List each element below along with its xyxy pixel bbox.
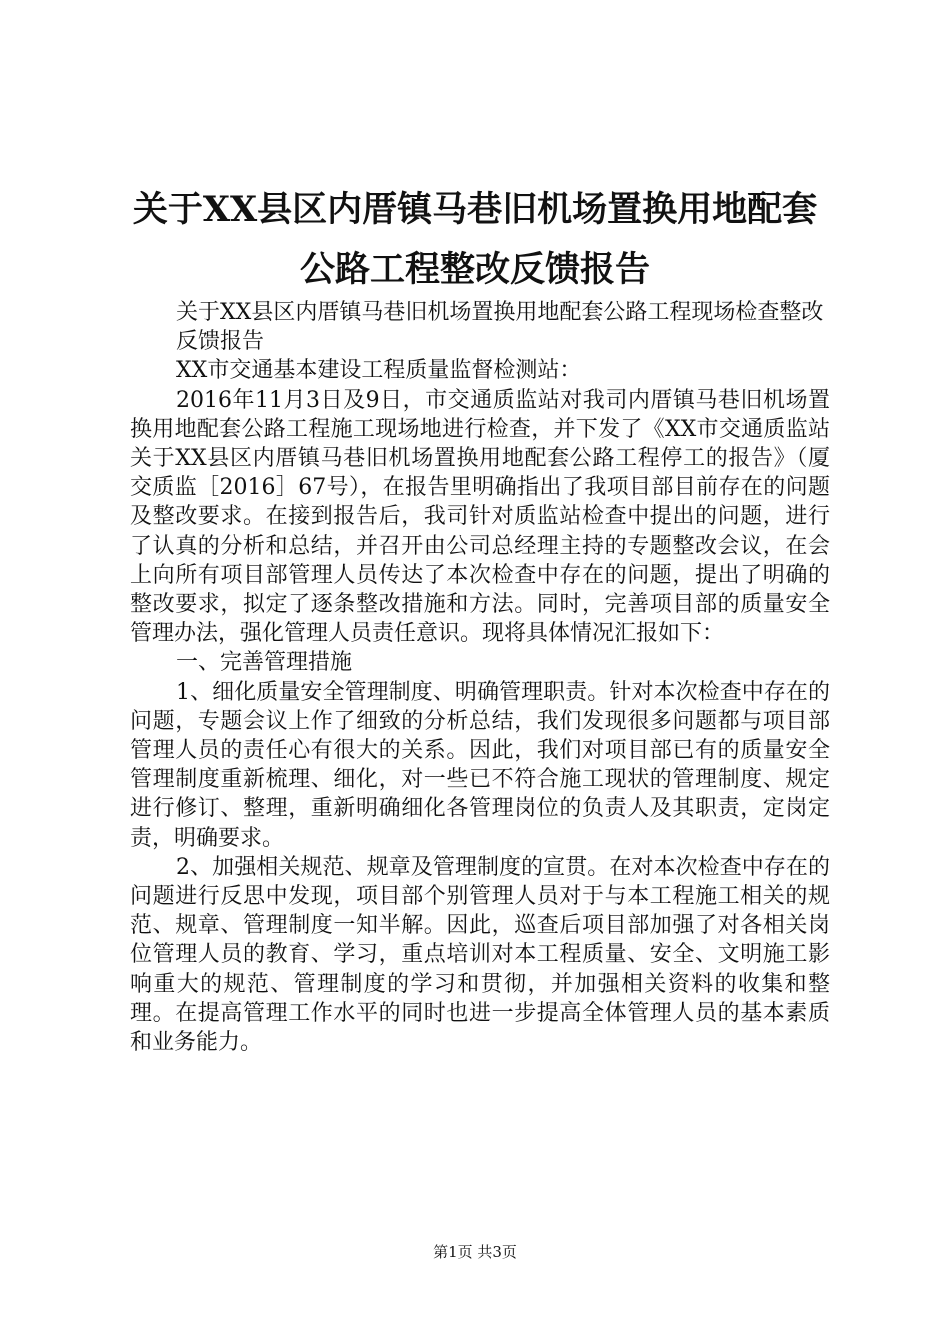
document-subtitle: 关于XX县区内厝镇马巷旧机场置换用地配套公路工程现场检查整改反馈报告 [176,300,824,355]
document-title-line1: 关于XX县区内厝镇马巷旧机场置换用地配套 [132,189,818,230]
document-title-line2: 公路工程整改反馈报告 [299,249,650,290]
document-body [130,298,830,1057]
paragraph-item-2: 2、加强相关规范、规章及管理制度的宣贯。在对本次检查中存在的问题进行反思中发现，项目部个别管理人员对于与本工程施工相关的规范、规章、管理制度一知半解。因此，巡查后项目部加强了对各相关岗位管理人员的教育、学习，重点培训对本工程质量、安全、文明施工影响重大的规范、管理制度的学习和贯彻，并加强相关资料的收集和整理。在提高管理工作水平的同时也进一步提高全体管理人员的基本素质和业务能力。 [130,854,830,1056]
paragraph-intro: 2016年11月3日及9日，市交通质监站对我司内厝镇马巷旧机场置换用地配套公路工程施工现场地进行检查，并下发了《XX市交通质监站关于XX县区内厝镇马巷旧机场置换用地配套公路工程停工的报告》（厦交质监［2016］67号），在报告里明确指出了我项目部目前存在的问题及整改要求。在接到报告后，我司针对质监站检查中提出的问题，进行了认真的分析和总结，并召开由公司总经理主持的专题整改会议，在会上向所有项目部管理人员传达了本次检查中存在的问题，提出了明确的整改要求，拟定了逐条整改措施和方法。同时，完善项目部的质量安全管理办法，强化管理人员责任意识。现将具体情况汇报如下： [130,387,830,647]
page-number-footer: 第1页 共3页 [433,1243,517,1261]
section-heading: 一、完善管理措施 [176,650,353,676]
salutation: XX市交通基本建设工程质量监督检测站： [176,358,582,384]
paragraph-item-1: 1、细化质量安全管理制度、明确管理职责。针对本次检查中存在的问题，专题会议上作了细致的分析总结，我们发现很多问题都与项目部管理人员的责任心有很大的关系。因此，我们对项目部已有的质量安全管理制度重新梳理、细化，对一些已不符合施工现状的管理制度、规定进行修订、整理，重新明确细化各管理岗位的负责人及其职责，定岗定责，明确要求。 [130,679,830,851]
